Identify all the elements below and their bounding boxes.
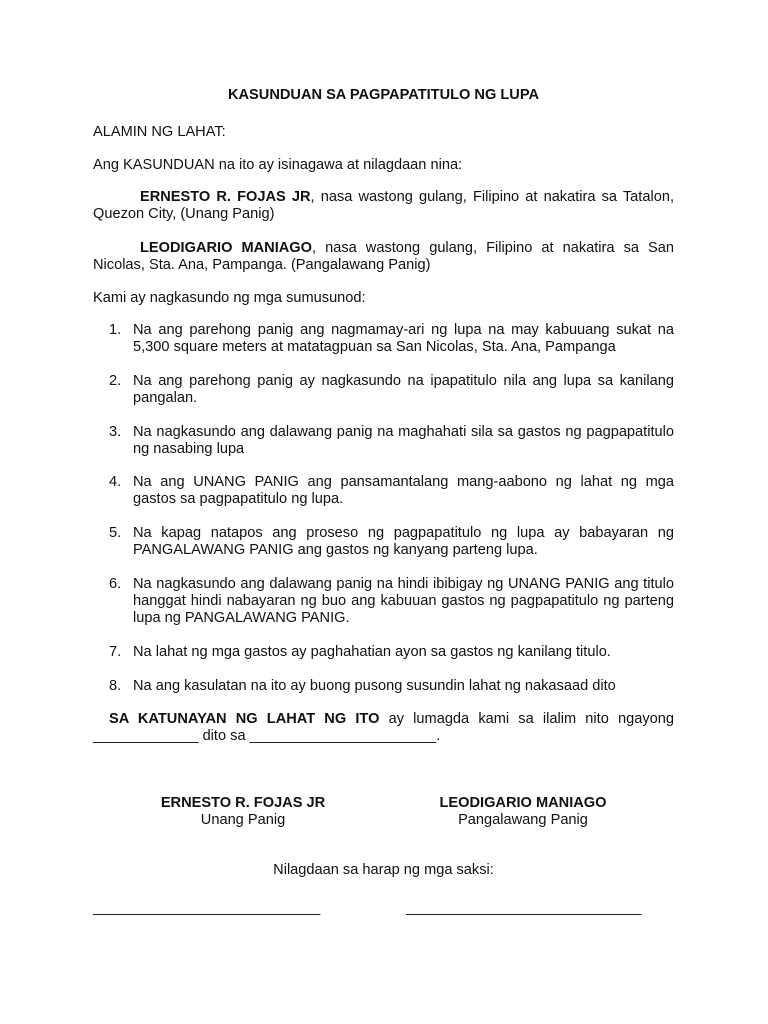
party1-details: , nasa wastong gulang, Filipino at nakatira sa Tatalon, Quezon City, (Unang Panig): [93, 189, 674, 222]
list-item-text: Na ang parehong panig ay nagkasundo na ipapatitulo nila ang lupa sa kanilang pangalan.: [133, 373, 674, 406]
signatory-name: LEODIGARIO MANIAGO: [439, 795, 607, 811]
list-item-number: 1.: [109, 322, 122, 338]
closing-text: ay lumagda kami sa ilalim nito ngayong _____________ dito sa _______________________.: [93, 711, 674, 744]
list-item-number: 3.: [109, 424, 122, 440]
witness-signature-line: ____________________________: [93, 900, 321, 916]
list-item-number: 7.: [109, 644, 122, 660]
list-item-text: Na ang kasulatan na ito ay buong pusong susundin lahat ng nakasaad dito: [133, 678, 616, 694]
agreement-lead: Kami ay nagkasundo ng mga sumusunod:: [93, 290, 366, 306]
party1-name: ERNESTO R. FOJAS JR: [140, 189, 311, 205]
list-item-text: Na ang UNANG PANIG ang pansamantalang mang-aabono ng lahat ng mga gastos sa pagpapatitulo ng lupa.: [133, 474, 674, 507]
witness-signature-line: _____________________________: [406, 900, 642, 916]
list-item-number: 2.: [109, 373, 122, 389]
list-item-number: 5.: [109, 525, 122, 541]
closing-paragraph: [93, 711, 674, 745]
list-item-number: 8.: [109, 678, 122, 694]
document-title: KASUNDUAN SA PAGPAPATITULO NG LUPA: [227, 87, 540, 103]
party2-paragraph: [93, 240, 674, 274]
signatory-name: ERNESTO R. FOJAS JR: [160, 795, 326, 811]
list-item-text: Na kapag natapos ang proseso ng pagpapatitulo ng lupa ay babayaran ng PANGALAWANG PANIG ang gastos ng kanyang parteng lupa.: [133, 525, 674, 558]
closing-bold: SA KATUNAYAN NG LAHAT NG ITO: [109, 711, 380, 727]
signatory-1: [143, 795, 343, 829]
list-item-text: Na nagkasundo ang dalawang panig na maghahati sila sa gastos ng pagpapatitulo ng nasabing lupa: [133, 424, 674, 457]
list-item-text: Na lahat ng mga gastos ay paghahatian ayon sa gastos ng kanilang titulo.: [133, 644, 611, 660]
intro-paragraph: Ang KASUNDUAN na ito ay isinagawa at nilagdaan nina:: [93, 157, 463, 173]
list-item-number: 6.: [109, 576, 122, 592]
party2-details: , nasa wastong gulang, Filipino at nakatira sa San Nicolas, Sta. Ana, Pampanga. (Pangalawang Panig): [93, 240, 674, 273]
witness-label: Nilagdaan sa harap ng mga saksi:: [273, 862, 494, 878]
signatory-role: Pangalawang Panig: [458, 812, 588, 828]
list-item-number: 4.: [109, 474, 122, 490]
greeting: ALAMIN NG LAHAT:: [93, 124, 226, 140]
signatory-role: Unang Panig: [200, 812, 286, 828]
party2-name: LEODIGARIO MANIAGO: [140, 240, 313, 256]
list-item-text: Na ang parehong panig ang nagmamay-ari ng lupa na may kabuuang sukat na 5,300 square meters at matatagpuan sa San Nicolas, Sta. Ana, Pampanga: [133, 322, 674, 355]
party1-paragraph: [93, 189, 674, 223]
signatory-2: [413, 795, 633, 829]
list-item-text: Na nagkasundo ang dalawang panig na hindi ibibigay ng UNANG PANIG ang titulo hanggat hindi nabayaran ng buo ang kabuuan gastos ng pagpapatitulo ng parteng lupa ng PANGALAWANG PANIG.: [133, 576, 674, 626]
